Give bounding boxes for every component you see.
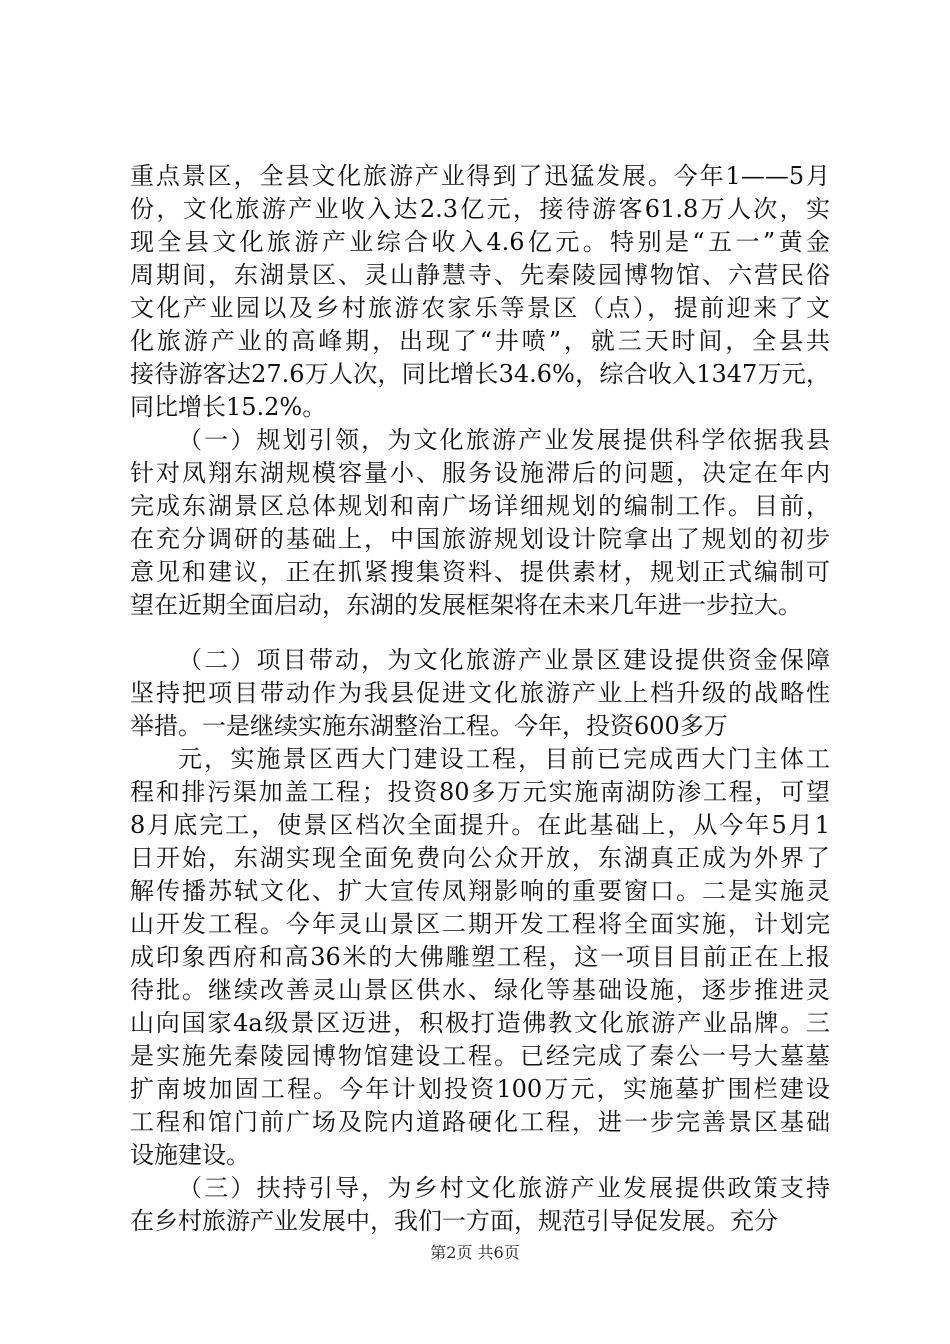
section-heading-line: （二）项目带动，为文化旅游产业景区建设提供资金保障 bbox=[178, 646, 830, 674]
body-text-line: 在乡村旅游产业发展中，我们一方面，规范引导促发展。充分 bbox=[130, 1207, 778, 1235]
body-text-line: 望在近期全面启动，东湖的发展框架将在未来几年进一步拉大。 bbox=[130, 591, 802, 619]
body-text-line: 成印象西府和高36米的大佛雕塑工程，这一项目目前正在上报 bbox=[130, 943, 830, 971]
body-text-line: 接待游客达27.6万人次，同比增长34.6%，综合收入1347万元， bbox=[130, 360, 830, 388]
body-text-line: 完成东湖景区总体规划和南广场详细规划的编制工作。目前， bbox=[130, 492, 830, 520]
section-heading-line: （一）规划引领，为文化旅游产业发展提供科学依据我县 bbox=[178, 426, 830, 454]
body-text-line: 山向国家4a级景区迈进，积极打造佛教文化旅游产业品牌。三 bbox=[130, 1009, 830, 1037]
body-text-line: 程和排污渠加盖工程；投资80多万元实施南湖防渗工程，可望 bbox=[130, 778, 830, 806]
body-text-line: 设施建设。 bbox=[130, 1141, 250, 1169]
body-text-line: 化旅游产业的高峰期，出现了“井喷”，就三天时间，全县共 bbox=[130, 327, 830, 355]
body-text-line: 待批。继续改善灵山景区供水、绿化等基础设施，逐步推进灵 bbox=[130, 976, 830, 1004]
body-text-line: 周期间，东湖景区、灵山静慧寺、先秦陵园博物馆、六营民俗 bbox=[130, 261, 830, 289]
body-text-line: 举措。一是继续实施东湖整治工程。今年，投资600多万 bbox=[130, 712, 728, 740]
body-text-line: 元，实施景区西大门建设工程，目前已完成西大门主体工 bbox=[178, 745, 830, 773]
section-heading-line: （三）扶持引导，为乡村文化旅游产业发展提供政策支持 bbox=[178, 1174, 830, 1202]
body-text-line: 坚持把项目带动作为我县促进文化旅游产业上档升级的战略性 bbox=[130, 679, 830, 707]
body-text-line: 针对凤翔东湖规模容量小、服务设施滞后的问题，决定在年内 bbox=[130, 459, 830, 487]
body-text-line: 解传播苏轼文化、扩大宣传凤翔影响的重要窗口。二是实施灵 bbox=[130, 877, 830, 905]
body-text-line: 同比增长15.2%。 bbox=[130, 393, 327, 421]
body-text-line: 份，文化旅游产业收入达2.3亿元，接待游客61.8万人次，实 bbox=[130, 195, 830, 223]
page-number-footer: 第2页 共6页 bbox=[430, 1243, 520, 1262]
body-text-line: 在充分调研的基础上，中国旅游规划设计院拿出了规划的初步 bbox=[130, 525, 830, 553]
body-text-line: 日开始，东湖实现全面免费向公众开放，东湖真正成为外界了 bbox=[130, 844, 830, 872]
body-text-line: 山开发工程。今年灵山景区二期开发工程将全面实施，计划完 bbox=[130, 910, 830, 938]
body-text-line: 工程和馆门前广场及院内道路硬化工程，进一步完善景区基础 bbox=[130, 1108, 830, 1136]
body-text-line: 文化产业园以及乡村旅游农家乐等景区（点），提前迎来了文 bbox=[130, 294, 830, 322]
body-text-line: 8月底完工，使景区档次全面提升。在此基础上，从今年5月1 bbox=[130, 811, 830, 839]
body-text-line: 重点景区，全县文化旅游产业得到了迅猛发展。今年1——5月 bbox=[130, 162, 830, 190]
body-text-line: 意见和建议，正在抓紧搜集资料、提供素材，规划正式编制可 bbox=[130, 558, 830, 586]
body-text-line: 是实施先秦陵园博物馆建设工程。已经完成了秦公一号大墓墓 bbox=[130, 1042, 830, 1070]
body-text-line: 扩南坡加固工程。今年计划投资100万元，实施墓扩围栏建设 bbox=[130, 1075, 830, 1103]
body-text-line: 现全县文化旅游产业综合收入4.6亿元。特别是“五一”黄金 bbox=[130, 228, 830, 256]
